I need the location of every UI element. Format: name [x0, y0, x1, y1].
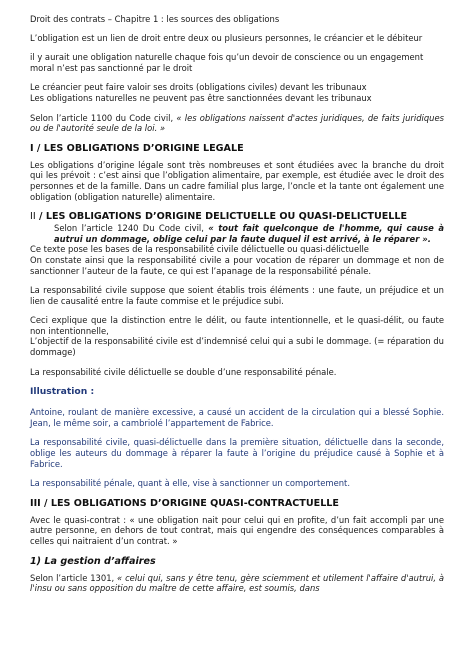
paragraph-delit-distinction: Ceci explique que la distinction entre le délit, ou faute intentionnelle, et le quasi-délit, ou faute non intentionnelle, [30, 315, 444, 336]
article-1100-quote: « les obligations naissent d'actes juridiques, de faits juridiques ou de l'autorité seule de la loi. » [30, 112, 444, 134]
paragraph-quasi-contract: Avec le quasi-contrat : « une obligation nait pour celui qui en profite, d’un fait accompli par une autre personne, en dehors de tout contrat, mais qui engendre des conséquences comparables à celles qui naitraient d’un contrat. » [30, 514, 444, 546]
paragraph-objective: L’objectif de la responsabilité civile est d’indemnisé celui qui a subi le dommage. (= réparation du dommage) [30, 336, 444, 358]
article-1301-intro: Selon l’article 1301, [30, 572, 118, 583]
illustration-penal-responsibility: La responsabilité pénale, quant à elle, vise à sanctionner un comportement. [30, 478, 350, 489]
article-1301-quote: « celui qui, sans y être tenu, gère sciemment et utilement l'affaire d'autrui, à l'insu ou sans opposition du maître de cette affaire, est soumis, dans [30, 572, 444, 594]
paragraph-natural-obligations: Les obligations naturelles ne peuvent pas être sanctionnées devant les tribunaux [30, 92, 372, 103]
section-number-ii: II [30, 211, 36, 223]
subsection-heading-gestion-affaires: 1) La gestion d’affaires [30, 555, 156, 567]
illustration-civil-responsibility: La responsabilité civile, quasi-délictuelle dans la première situation, délictuelle dans la seconde, oblige les auteurs du dommage à réparer la faute à l’origine du préjudice causé à Sophie et à Fabrice. [30, 437, 444, 469]
section-heading-delictuelle [30, 211, 444, 223]
paragraph-article-1301 [30, 573, 444, 594]
section-heading-legale: I / LES OBLIGATIONS D’ORIGINE LEGALE [30, 142, 244, 154]
page-header: Droit des contrats – Chapitre 1 : les sources des obligations [30, 14, 280, 24]
illustration-heading: Illustration : [30, 386, 95, 398]
section-heading-quasi-contractuelle: III / LES OBLIGATIONS D’ORIGINE QUASI-CONTRACTUELLE [30, 497, 339, 509]
paragraph-article-1100 [30, 113, 444, 134]
article-1240-quote: « tout fait quelconque de l'homme, qui cause à autrui un dommage, oblige celui par la faute duquel il est arrivé, à le réparer ». [54, 223, 444, 244]
paragraph-three-elements: La responsabilité civile suppose que soient établis trois éléments : une faute, un préjudice et un lien de causalité entre la faute commise et le préjudice subi. [30, 285, 444, 306]
paragraph-text-basis: Ce texte pose les bases de la responsabilité civile délictuelle ou quasi-délictuelle [30, 244, 369, 255]
paragraph-legal-obligations: Les obligations d’origine légale sont très nombreuses et sont étudiées avec la branche du droit qui les prévoit : c’est ainsi que l’obligation alimentaire, par exemple, est étudiée avec le droit des personnes et de la famille. Dans un cadre familial plus large, l’oncle et la tante ont également une obligation (obligation naturelle) alimentaire. [30, 159, 444, 202]
paragraph-double-responsibility: La responsabilité civile délictuelle se double d’une responsabilité pénale. [30, 366, 337, 377]
illustration-example: Antoine, roulant de manière excessive, a causé un accident de la circulation qui a blessé Sophie. Jean, le même soir, a cambriolé l’appartement de Fabrice. [30, 407, 444, 428]
paragraph-civil-obligations: Le créancier peut faire valoir ses droits (obligations civiles) devant les tribunaux [30, 82, 367, 93]
paragraph-article-1240 [30, 223, 444, 244]
article-1100-intro: Selon l’article 1100 du Code civil, [30, 112, 177, 123]
article-1240-intro: Selon l’article 1240 Du Code civil, [54, 223, 209, 234]
paragraph-natural-obligation: il y aurait une obligation naturelle chaque fois qu’un devoir de conscience ou un engagement moral n’est pas sanctionné par le droit [30, 52, 424, 73]
section-title-ii: / LES OBLIGATIONS D’ORIGINE DELICTUELLE OU QUASI-DELICTUELLE [35, 211, 408, 223]
paragraph-civil-vs-penal: On constate ainsi que la responsabilité civile a pour vocation de réparer un dommage et non de sanctionner l’auteur de la faute, ce qui est l’apanage de la responsabilité pénale. [30, 254, 444, 276]
paragraph-obligation-definition: L’obligation est un lien de droit entre deux ou plusieurs personnes, le créancier et le débiteur [30, 32, 423, 43]
